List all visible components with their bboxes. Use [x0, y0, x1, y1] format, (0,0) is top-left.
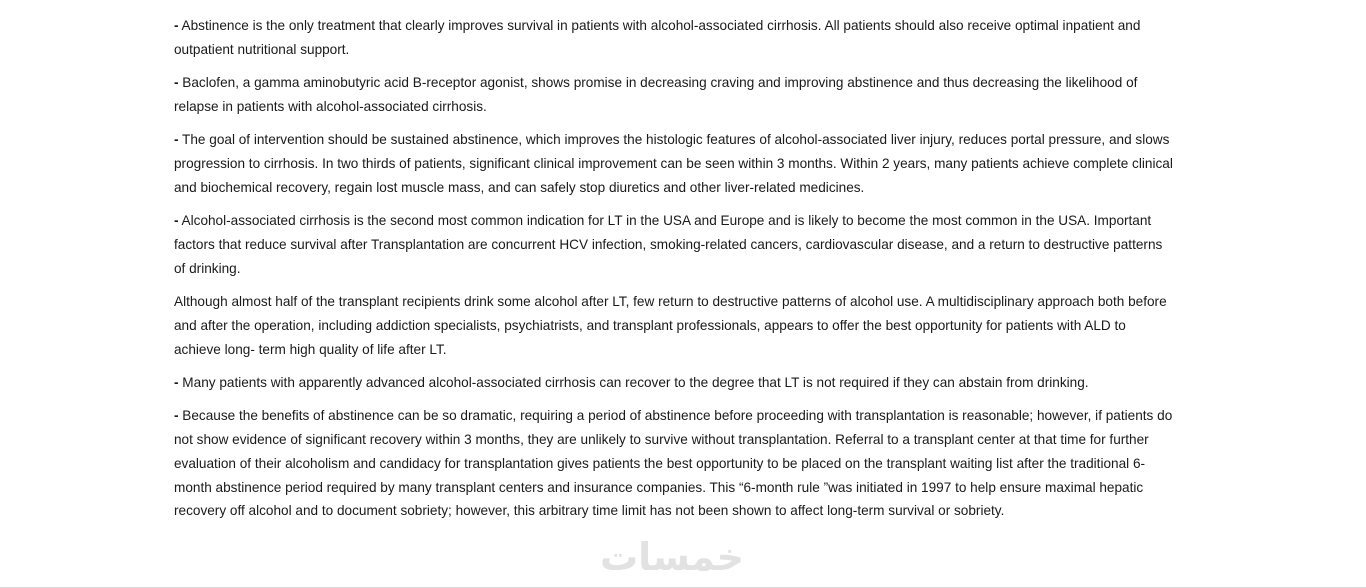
paragraph-text: Many patients with apparently advanced alcohol-associated cirrhosis can recover to the degree that LT is not required if they can abstain from drinking.: [178, 374, 1089, 390]
paragraph-text: The goal of intervention should be sustained abstinence, which improves the histologic features of alcohol-associated liver injury, reduces portal pressure, and slows progression to cirrhosis. In two thirds of patients, significant clinical improvement can be seen within 3 months. Within 2 years, many patients achieve complete clinical and biochemical recovery, regain lost muscle mass, and can safely stop diuretics and other liver-related medicines.: [174, 132, 1173, 195]
paragraph-text: Baclofen, a gamma aminobutyric acid B-receptor agonist, shows promise in decreasing craving and improving abstinence and thus decreasing the likelihood of relapse in patients with alcohol-associated cirrhosis.: [174, 75, 1138, 114]
paragraph-text: Although almost half of the transplant recipients drink some alcohol after LT, few return to destructive patterns of alcohol use. A multidisciplinary approach both before and after the operation, including addiction specialists, psychiatrists, and transplant professionals, appears to offer the best opportunity for patients with ALD to achieve long- term high quality of life after LT.: [174, 293, 1167, 357]
paragraph-six-month-rule: [174, 404, 1174, 523]
paragraph-intervention-goal: [174, 128, 1174, 199]
khamsat-watermark: خمسات: [600, 535, 744, 579]
bullet-marker: -: [174, 374, 179, 390]
bullet-marker: -: [174, 213, 179, 229]
paragraph-recovery: [174, 371, 1174, 395]
paragraph-baclofen: [174, 71, 1174, 119]
paragraph-abstinence: [174, 14, 1174, 62]
paragraph-lt-indication: [174, 209, 1174, 280]
bullet-marker: -: [174, 18, 179, 33]
paragraph-text: Because the benefits of abstinence can be so dramatic, requiring a period of abstinence before proceeding with transplantation is reasonable; however, if patients do not show evidence of significant recovery within 3 months, they are unlikely to survive without transplantation. Referral to a transplant center at that time for further evaluation of their alcoholism and candidacy for transplantation gives patients the best opportunity to be placed on the transplant waiting list after the traditional 6-month abstinence period required by many transplant centers and insurance companies. This “6-month rule ”was initiated in 1997 to help ensure maximal hepatic recovery off alcohol and to document sobriety; however, this arbitrary time limit has not been shown to affect long-term survival or sobriety.: [174, 408, 1173, 519]
paragraph-text: Alcohol-associated cirrhosis is the second most common indication for LT in the USA and Europe and is likely to become the most common in the USA. Important factors that reduce survival after Transplantation are concurrent HCV infection, smoking-related cancers, cardiovascular disease, and a return to destructive patterns of drinking.: [174, 213, 1163, 276]
bullet-marker: -: [174, 132, 179, 148]
document-body: [174, 14, 1174, 533]
paragraph-post-transplant-drinking: [174, 290, 1174, 361]
bullet-marker: -: [174, 75, 179, 91]
bullet-marker: -: [174, 408, 179, 424]
paragraph-text: Abstinence is the only treatment that clearly improves survival in patients with alcohol-associated cirrhosis. All patients should also receive optimal inpatient and outpatient nutritional support.: [174, 18, 1141, 57]
